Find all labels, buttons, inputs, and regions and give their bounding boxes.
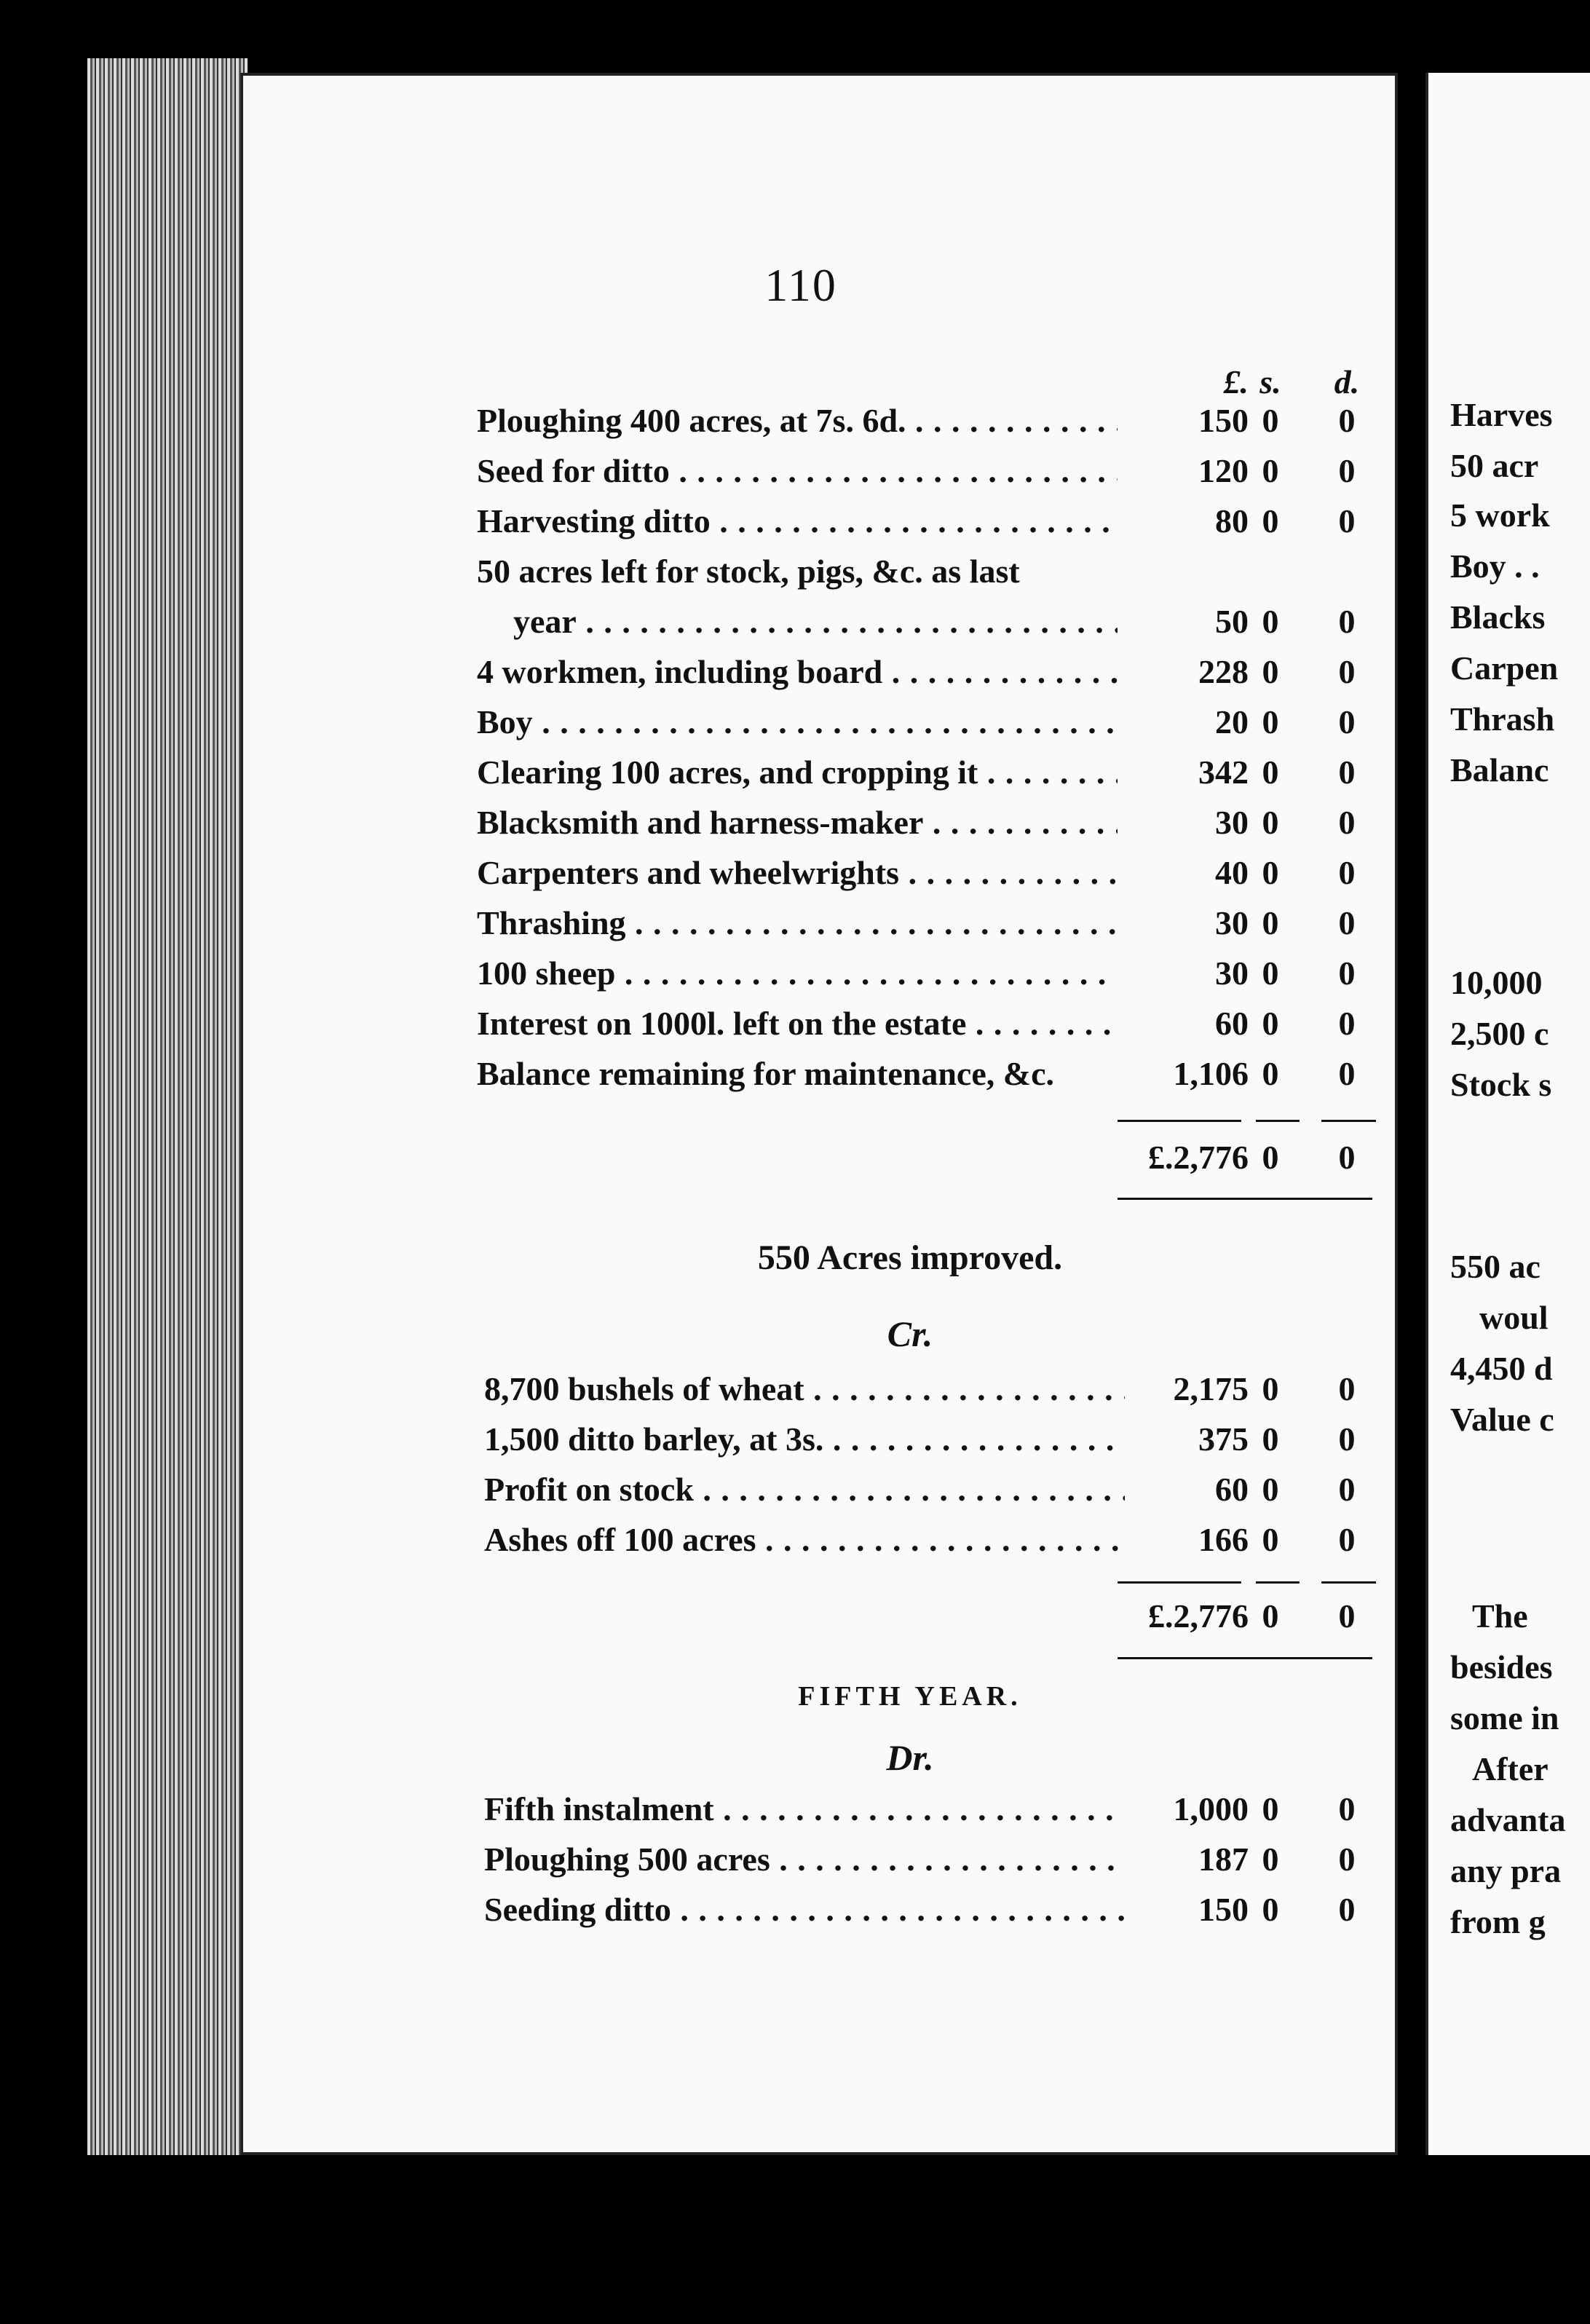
entry-pounds: 60 [1215, 1471, 1249, 1508]
entry-shillings: 0 [1262, 1521, 1279, 1558]
total-pounds: £.2,776 [1148, 1139, 1249, 1176]
entry-shillings: 0 [1262, 1370, 1279, 1407]
shillings-column-header: s. [1259, 363, 1281, 400]
book-gutter [1404, 66, 1424, 2162]
book-page-edges [87, 58, 248, 2155]
entry-pounds: 375 [1198, 1420, 1249, 1458]
total-pence: 0 [1338, 1597, 1356, 1635]
debit-heading: Dr. [886, 1737, 934, 1778]
right-page-line: Carpen [1450, 649, 1559, 687]
entry-label: 4 workmen, including board . . . [477, 650, 1118, 694]
entry-label: 1,500 ditto barley, at 3s. . . . [484, 1418, 1125, 1461]
entry-pounds: 80 [1215, 502, 1249, 540]
right-page-fragment [1425, 73, 1590, 2155]
entry-shillings: 0 [1262, 1005, 1279, 1042]
entry-pence: 0 [1338, 603, 1356, 640]
entry-pence: 0 [1338, 1521, 1356, 1558]
entry-pounds: 228 [1198, 653, 1249, 690]
entry-shillings: 0 [1262, 502, 1279, 540]
entry-label: Blacksmith and harness-maker . . . [477, 801, 1118, 845]
right-page-line: from g [1450, 1903, 1546, 1940]
entry-label: Clearing 100 acres, and cropping it . . . [477, 751, 1118, 794]
section-heading: 550 Acres improved. [757, 1238, 1063, 1277]
entry-shillings: 0 [1262, 1471, 1279, 1508]
entry-pounds: 1,000 [1173, 1790, 1249, 1827]
entry-label: 50 acres left for stock, pigs, &c. as last [477, 553, 1020, 590]
total-rule [1118, 1657, 1372, 1659]
entry-pence: 0 [1338, 502, 1356, 540]
credit-heading: Cr. [887, 1313, 933, 1354]
entry-pence: 0 [1338, 954, 1356, 992]
total-rule [1118, 1581, 1241, 1584]
total-rule [1321, 1581, 1376, 1584]
total-shillings: 0 [1262, 1139, 1279, 1176]
entry-label: 8,700 bushels of wheat . . . [484, 1367, 1125, 1411]
right-page-line: woul [1479, 1299, 1549, 1336]
right-page-line: 5 work [1450, 497, 1550, 534]
entry-shillings: 0 [1262, 854, 1279, 891]
entry-shillings: 0 [1262, 452, 1279, 489]
entry-pence: 0 [1338, 854, 1356, 891]
entry-label: year . . . [513, 600, 1118, 644]
total-rule [1256, 1581, 1300, 1584]
right-page-line: 10,000 [1450, 964, 1543, 1001]
right-page-line: Balanc [1450, 751, 1549, 788]
entry-label: Thrashing . . . [477, 901, 1118, 945]
right-page-line: some in [1450, 1699, 1559, 1736]
fifth-year-heading: FIFTH YEAR. [798, 1681, 1022, 1712]
right-page-line: Blacks [1450, 598, 1546, 636]
entry-label: Seeding ditto . . . [484, 1888, 1125, 1932]
entry-shillings: 0 [1262, 754, 1279, 791]
entry-pence: 0 [1338, 452, 1356, 489]
entry-shillings: 0 [1262, 402, 1279, 439]
page-number: 110 [764, 259, 837, 311]
entry-shillings: 0 [1262, 703, 1279, 740]
entry-shillings: 0 [1262, 954, 1279, 992]
total-rule [1321, 1120, 1376, 1122]
right-page-line: After [1472, 1750, 1549, 1787]
right-page-line: 2,500 c [1450, 1015, 1549, 1052]
entry-pence: 0 [1338, 1790, 1356, 1827]
entry-pounds: 166 [1198, 1521, 1249, 1558]
entry-shillings: 0 [1262, 804, 1279, 841]
entry-pence: 0 [1338, 402, 1356, 439]
entry-shillings: 0 [1262, 1790, 1279, 1827]
entry-shillings: 0 [1262, 904, 1279, 941]
right-page-line: 50 acr [1450, 447, 1539, 484]
entry-label: Balance remaining for maintenance, &c. [477, 1055, 1054, 1092]
right-page-line: The [1472, 1597, 1528, 1635]
total-pence: 0 [1338, 1139, 1356, 1176]
right-page-line: Boy . . [1450, 548, 1540, 585]
right-page-line: 550 ac [1450, 1248, 1540, 1285]
entry-pounds: 150 [1198, 402, 1249, 439]
pounds-column-header: £. [1223, 363, 1249, 400]
entry-pounds: 1,106 [1173, 1055, 1249, 1092]
entry-pence: 0 [1338, 1005, 1356, 1042]
entry-shillings: 0 [1262, 1891, 1279, 1928]
entry-pounds: 150 [1198, 1891, 1249, 1928]
entry-pence: 0 [1338, 1841, 1356, 1878]
total-rule [1256, 1120, 1300, 1122]
entry-label: Boy . . . [477, 700, 1118, 744]
entry-pence: 0 [1338, 904, 1356, 941]
right-page-line: Harves [1450, 396, 1553, 433]
right-page-line: advanta [1450, 1801, 1566, 1838]
entry-shillings: 0 [1262, 1055, 1279, 1092]
entry-pence: 0 [1338, 804, 1356, 841]
entry-label: Ploughing 400 acres, at 7s. 6d. . . . [477, 399, 1118, 443]
entry-pounds: 342 [1198, 754, 1249, 791]
entry-pence: 0 [1338, 1891, 1356, 1928]
total-shillings: 0 [1262, 1597, 1279, 1635]
entry-label: Ashes off 100 acres . . . [484, 1518, 1125, 1562]
entry-pounds: 40 [1215, 854, 1249, 891]
entry-label: Carpenters and wheelwrights . . . [477, 851, 1118, 895]
entry-pence: 0 [1338, 1471, 1356, 1508]
entry-pounds: 120 [1198, 452, 1249, 489]
entry-label: Interest on 1000l. left on the estate . . . [477, 1002, 1118, 1046]
right-page-line: Stock s [1450, 1066, 1552, 1103]
right-page-line: any pra [1450, 1852, 1562, 1889]
entry-label: Profit on stock . . . [484, 1468, 1125, 1511]
entry-shillings: 0 [1262, 653, 1279, 690]
entry-pence: 0 [1338, 1055, 1356, 1092]
entry-label: Harvesting ditto . . . [477, 499, 1118, 543]
entry-pounds: 2,175 [1173, 1370, 1249, 1407]
entry-pounds: 20 [1215, 703, 1249, 740]
entry-pounds: 60 [1215, 1005, 1249, 1042]
entry-pounds: 187 [1198, 1841, 1249, 1878]
entry-pence: 0 [1338, 754, 1356, 791]
entry-pounds: 50 [1215, 603, 1249, 640]
entry-pence: 0 [1338, 703, 1356, 740]
entry-shillings: 0 [1262, 603, 1279, 640]
entry-pence: 0 [1338, 1420, 1356, 1458]
entry-pounds: 30 [1215, 954, 1249, 992]
entry-pence: 0 [1338, 653, 1356, 690]
entry-shillings: 0 [1262, 1841, 1279, 1878]
entry-label: Seed for ditto . . . [477, 449, 1118, 493]
right-page-line: Value c [1450, 1401, 1554, 1438]
entry-label: 100 sheep . . . [477, 952, 1118, 995]
entry-pounds: 30 [1215, 804, 1249, 841]
right-page-line: Thrash [1450, 700, 1555, 738]
pence-column-header: d. [1334, 363, 1360, 400]
entry-pounds: 30 [1215, 904, 1249, 941]
entry-shillings: 0 [1262, 1420, 1279, 1458]
right-page-line: besides [1450, 1648, 1553, 1685]
entry-label: Fifth instalment . . . [484, 1787, 1125, 1831]
total-pounds: £.2,776 [1148, 1597, 1249, 1635]
entry-pence: 0 [1338, 1370, 1356, 1407]
entry-label: Ploughing 500 acres . . . [484, 1838, 1125, 1881]
total-rule [1118, 1120, 1241, 1122]
right-page-line: 4,450 d [1450, 1350, 1553, 1387]
total-rule [1118, 1198, 1372, 1200]
